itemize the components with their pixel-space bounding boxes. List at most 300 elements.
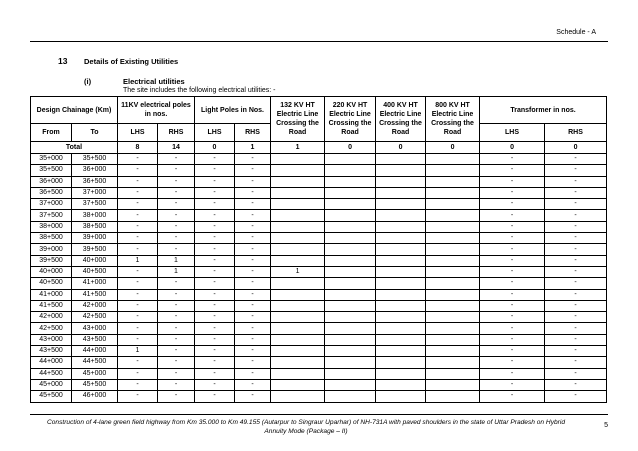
table-cell: - — [235, 210, 271, 221]
table-cell: 37+000 — [31, 199, 72, 210]
table-cell — [426, 300, 480, 311]
table-cell: - — [158, 221, 195, 232]
table-row — [31, 334, 607, 345]
table-cell: - — [118, 210, 158, 221]
table-cell — [376, 154, 426, 165]
table-cell: - — [118, 334, 158, 345]
table-cell: - — [195, 334, 235, 345]
header-transformer-lhs: LHS — [480, 124, 545, 142]
table-cell: - — [195, 346, 235, 357]
table-cell: - — [158, 323, 195, 334]
table-cell: - — [545, 266, 607, 277]
table-cell: 37+500 — [31, 210, 72, 221]
section-number: 13 — [58, 56, 68, 66]
table-cell: - — [195, 278, 235, 289]
table-cell — [325, 368, 376, 379]
table-cell: - — [195, 391, 235, 402]
table-cell — [271, 391, 325, 402]
table-cell: 39+000 — [72, 233, 118, 244]
table-cell — [376, 368, 426, 379]
subsection-description: The site includes the following electrical utilities: - — [123, 87, 276, 94]
table-cell — [271, 210, 325, 221]
table-cell — [426, 278, 480, 289]
table-cell: - — [118, 300, 158, 311]
table-cell: 39+500 — [31, 255, 72, 266]
table-cell — [325, 165, 376, 176]
footer-rule — [30, 414, 608, 415]
table-cell: - — [545, 176, 607, 187]
table-cell: 45+500 — [31, 391, 72, 402]
table-cell: 40+000 — [31, 266, 72, 277]
table-cell — [271, 323, 325, 334]
table-cell: - — [195, 300, 235, 311]
table-cell: - — [158, 357, 195, 368]
table-row — [31, 244, 607, 255]
table-cell — [426, 176, 480, 187]
table-cell: - — [195, 289, 235, 300]
table-cell — [426, 312, 480, 323]
table-cell: - — [158, 199, 195, 210]
header-light-lhs: LHS — [195, 124, 235, 142]
table-cell: 44+500 — [72, 357, 118, 368]
table-cell: - — [545, 334, 607, 345]
table-row — [31, 312, 607, 323]
table-cell: - — [235, 176, 271, 187]
table-cell: - — [118, 176, 158, 187]
table-cell — [271, 300, 325, 311]
table-cell: - — [158, 154, 195, 165]
table-cell — [376, 300, 426, 311]
table-cell: 40+500 — [72, 266, 118, 277]
total-cell: 0 — [545, 142, 607, 154]
table-cell: 37+500 — [72, 199, 118, 210]
table-cell — [271, 346, 325, 357]
table-cell: - — [235, 391, 271, 402]
table-cell — [271, 176, 325, 187]
table-cell — [376, 278, 426, 289]
table-cell: 36+500 — [31, 187, 72, 198]
table-cell — [325, 289, 376, 300]
table-cell: - — [158, 334, 195, 345]
table-cell — [376, 323, 426, 334]
table-cell: - — [118, 233, 158, 244]
table-cell: - — [480, 244, 545, 255]
table-cell — [376, 379, 426, 390]
table-cell: - — [235, 346, 271, 357]
table-cell — [271, 165, 325, 176]
table-cell: - — [545, 379, 607, 390]
table-cell: - — [480, 187, 545, 198]
table-cell — [426, 199, 480, 210]
table-cell — [376, 255, 426, 266]
table-cell: - — [235, 266, 271, 277]
section-title: Details of Existing Utilities — [84, 57, 179, 66]
table-cell: - — [118, 199, 158, 210]
total-cell: 0 — [376, 142, 426, 154]
table-cell — [376, 199, 426, 210]
table-cell: 43+500 — [31, 346, 72, 357]
table-cell: 1 — [271, 266, 325, 277]
header-to: To — [72, 124, 118, 142]
table-cell: - — [235, 255, 271, 266]
table-cell: - — [545, 255, 607, 266]
table-cell: 42+000 — [72, 300, 118, 311]
table-row — [31, 346, 607, 357]
table-cell — [376, 165, 426, 176]
table-row — [31, 289, 607, 300]
table-row — [31, 368, 607, 379]
table-cell: 40+000 — [72, 255, 118, 266]
table-cell — [376, 312, 426, 323]
table-cell — [271, 357, 325, 368]
table-cell: - — [235, 300, 271, 311]
table-cell: - — [480, 357, 545, 368]
table-cell: 35+500 — [72, 154, 118, 165]
table-row — [31, 278, 607, 289]
header-220kv: 220 KV HT Electric Line Crossing the Road — [325, 97, 376, 142]
table-cell: - — [480, 289, 545, 300]
table-cell: - — [118, 289, 158, 300]
table-cell: - — [235, 278, 271, 289]
table-cell — [426, 165, 480, 176]
table-cell: - — [235, 334, 271, 345]
table-cell: - — [545, 289, 607, 300]
table-cell — [271, 289, 325, 300]
table-cell: - — [118, 244, 158, 255]
total-cell: 0 — [480, 142, 545, 154]
table-cell: - — [118, 187, 158, 198]
table-cell — [426, 334, 480, 345]
table-cell: 44+000 — [31, 357, 72, 368]
header-light-poles: Light Poles in Nos. — [195, 97, 271, 124]
table-cell — [426, 357, 480, 368]
table-cell: 35+500 — [31, 165, 72, 176]
table-cell — [426, 244, 480, 255]
table-cell: - — [195, 255, 235, 266]
header-400kv: 400 KV HT Electric Line Crossing the Road — [376, 97, 426, 142]
subsection-title: Electrical utilities — [123, 77, 185, 86]
table-cell: - — [158, 187, 195, 198]
table-cell: 1 — [118, 346, 158, 357]
table-cell: - — [545, 233, 607, 244]
table-cell — [426, 346, 480, 357]
total-row — [31, 142, 607, 154]
table-cell: 45+500 — [72, 379, 118, 390]
table-cell: - — [158, 379, 195, 390]
header-transformer: Transformer in nos. — [480, 97, 607, 124]
table-cell — [376, 266, 426, 277]
table-cell: - — [235, 312, 271, 323]
table-cell — [325, 233, 376, 244]
table-cell: - — [480, 379, 545, 390]
table-cell — [325, 255, 376, 266]
table-cell: - — [545, 346, 607, 357]
table-cell: - — [480, 176, 545, 187]
total-cell: 1 — [271, 142, 325, 154]
table-cell: - — [545, 210, 607, 221]
table-cell — [325, 334, 376, 345]
table-cell — [376, 176, 426, 187]
table-cell: - — [480, 165, 545, 176]
table-cell: 39+000 — [31, 244, 72, 255]
table-cell: - — [195, 221, 235, 232]
table-cell: - — [545, 221, 607, 232]
header-132kv: 132 KV HT Electric Line Crossing the Road — [271, 97, 325, 142]
table-cell: 35+000 — [31, 154, 72, 165]
table-cell: 45+000 — [72, 368, 118, 379]
table-cell: 38+500 — [72, 221, 118, 232]
table-cell: - — [118, 312, 158, 323]
table-cell: - — [158, 244, 195, 255]
table-cell: - — [158, 346, 195, 357]
table-cell: - — [545, 244, 607, 255]
table-cell: - — [235, 244, 271, 255]
table-row — [31, 323, 607, 334]
table-cell: 37+000 — [72, 187, 118, 198]
table-cell: - — [195, 210, 235, 221]
table-cell — [325, 357, 376, 368]
table-cell: - — [118, 323, 158, 334]
table-cell: - — [195, 357, 235, 368]
table-cell — [271, 368, 325, 379]
table-cell — [325, 210, 376, 221]
table-cell: - — [480, 323, 545, 334]
table-cell: - — [195, 199, 235, 210]
header-11kv-lhs: LHS — [118, 124, 158, 142]
table-cell: 43+000 — [31, 334, 72, 345]
table-cell: 36+000 — [31, 176, 72, 187]
table-cell: 36+000 — [72, 165, 118, 176]
table-cell — [426, 379, 480, 390]
table-cell: 1 — [118, 255, 158, 266]
table-cell: - — [480, 233, 545, 244]
table-cell: - — [480, 312, 545, 323]
table-cell: - — [235, 289, 271, 300]
table-cell: - — [195, 323, 235, 334]
table-cell — [426, 289, 480, 300]
table-cell — [376, 244, 426, 255]
table-cell: - — [195, 368, 235, 379]
table-cell: 42+500 — [31, 323, 72, 334]
total-cell: 0 — [195, 142, 235, 154]
table-row — [31, 300, 607, 311]
table-row — [31, 210, 607, 221]
table-cell: - — [118, 154, 158, 165]
table-cell: - — [158, 233, 195, 244]
total-cell: 8 — [118, 142, 158, 154]
header-11kv-poles: 11KV electrical poles in nos. — [118, 97, 195, 124]
table-row — [31, 176, 607, 187]
table-cell: - — [235, 199, 271, 210]
header-rule — [30, 41, 608, 42]
subsection-number: (i) — [84, 77, 92, 86]
table-cell — [376, 391, 426, 402]
table-row — [31, 379, 607, 390]
header-from: From — [31, 124, 72, 142]
table-cell — [325, 300, 376, 311]
table-cell: - — [158, 300, 195, 311]
table-row — [31, 357, 607, 368]
table-cell: 40+500 — [31, 278, 72, 289]
header-800kv: 800 KV HT Electric Line Crossing the Road — [426, 97, 480, 142]
table-cell — [376, 187, 426, 198]
table-cell — [325, 278, 376, 289]
total-cell: 0 — [325, 142, 376, 154]
table-cell: - — [480, 154, 545, 165]
table-cell — [376, 357, 426, 368]
table-cell — [376, 210, 426, 221]
table-cell — [426, 187, 480, 198]
table-row — [31, 165, 607, 176]
table-cell: - — [480, 368, 545, 379]
table-cell — [426, 266, 480, 277]
table-cell: 42+500 — [72, 312, 118, 323]
table-cell: - — [158, 176, 195, 187]
table-cell — [376, 334, 426, 345]
table-cell: - — [195, 187, 235, 198]
table-cell: - — [545, 312, 607, 323]
table-cell: - — [235, 221, 271, 232]
table-cell — [376, 289, 426, 300]
table-row — [31, 255, 607, 266]
table-cell: 1 — [158, 266, 195, 277]
header-11kv-rhs: RHS — [158, 124, 195, 142]
table-cell: - — [235, 323, 271, 334]
table-cell: 36+500 — [72, 176, 118, 187]
table-cell: 41+000 — [72, 278, 118, 289]
footer-text: Construction of 4-lane green field highway from Km 35.000 to Km 49.155 (Autarpur to Singraur Uparhar) of NH-731A with paved shoulders in the state of Uttar Pradesh on Hybrid Annuity Mode (Package – II) — [46, 419, 565, 435]
table-cell: - — [480, 266, 545, 277]
table-cell: - — [545, 278, 607, 289]
table-cell — [426, 323, 480, 334]
table-cell — [426, 210, 480, 221]
table-cell — [325, 199, 376, 210]
table-cell: - — [480, 255, 545, 266]
table-cell: - — [118, 278, 158, 289]
table-cell: - — [545, 165, 607, 176]
table-cell: - — [158, 391, 195, 402]
table-cell — [426, 391, 480, 402]
header-design-chainage: Design Chainage (Km) — [31, 97, 118, 124]
table-cell — [271, 278, 325, 289]
table-cell — [325, 312, 376, 323]
table-cell: - — [545, 357, 607, 368]
table-cell — [426, 368, 480, 379]
table-cell — [271, 221, 325, 232]
table-cell: - — [195, 244, 235, 255]
table-cell — [325, 391, 376, 402]
total-cell: 14 — [158, 142, 195, 154]
table-cell — [271, 334, 325, 345]
electrical-utilities-table — [30, 96, 607, 403]
table-cell — [325, 176, 376, 187]
table-cell: 44+000 — [72, 346, 118, 357]
table-cell: - — [480, 391, 545, 402]
table-cell — [376, 221, 426, 232]
table-cell: - — [118, 357, 158, 368]
table-cell: - — [480, 221, 545, 232]
table-row — [31, 199, 607, 210]
table-cell: 44+500 — [31, 368, 72, 379]
table-cell: - — [195, 165, 235, 176]
table-cell — [271, 312, 325, 323]
table-cell — [426, 221, 480, 232]
table-cell: - — [235, 187, 271, 198]
table-cell: - — [195, 312, 235, 323]
table-cell — [376, 346, 426, 357]
table-cell: - — [480, 199, 545, 210]
schedule-label: Schedule - A — [556, 29, 596, 36]
table-cell: - — [195, 176, 235, 187]
table-cell: - — [195, 233, 235, 244]
header-light-rhs: RHS — [235, 124, 271, 142]
table-cell: 39+500 — [72, 244, 118, 255]
table-cell — [271, 244, 325, 255]
header-transformer-rhs: RHS — [545, 124, 607, 142]
table-cell — [426, 233, 480, 244]
table-cell: 43+000 — [72, 323, 118, 334]
table-cell: - — [545, 199, 607, 210]
table-row — [31, 221, 607, 232]
table-cell: - — [545, 154, 607, 165]
table-cell: - — [480, 300, 545, 311]
table-cell: 41+500 — [72, 289, 118, 300]
table-cell: - — [480, 346, 545, 357]
table-cell: - — [195, 266, 235, 277]
total-cell: 1 — [235, 142, 271, 154]
table-cell: - — [158, 312, 195, 323]
table-cell: - — [118, 391, 158, 402]
table-cell — [325, 323, 376, 334]
table-cell: 38+000 — [31, 221, 72, 232]
table-cell: - — [118, 368, 158, 379]
table-row — [31, 233, 607, 244]
table-cell — [271, 379, 325, 390]
table-cell: - — [545, 300, 607, 311]
table-cell: - — [195, 154, 235, 165]
table-cell: - — [195, 379, 235, 390]
total-cell: 0 — [426, 142, 480, 154]
table-cell: - — [480, 210, 545, 221]
table-cell: 1 — [158, 255, 195, 266]
table-row — [31, 187, 607, 198]
table-cell — [271, 255, 325, 266]
table-cell: - — [545, 368, 607, 379]
table-cell: - — [235, 165, 271, 176]
table-cell: - — [158, 278, 195, 289]
table-cell — [325, 244, 376, 255]
table-cell: - — [118, 379, 158, 390]
table-cell: 43+500 — [72, 334, 118, 345]
table-cell — [325, 221, 376, 232]
table-cell: 46+000 — [72, 391, 118, 402]
table-cell: - — [545, 391, 607, 402]
table-cell — [325, 346, 376, 357]
table-cell: - — [235, 379, 271, 390]
table-cell: 42+000 — [31, 312, 72, 323]
table-cell: - — [158, 165, 195, 176]
table-cell: - — [118, 221, 158, 232]
table-cell: - — [545, 187, 607, 198]
table-cell — [426, 154, 480, 165]
table-cell: - — [158, 210, 195, 221]
table-cell: - — [545, 323, 607, 334]
table-cell: - — [118, 165, 158, 176]
table-cell: 41+500 — [31, 300, 72, 311]
table-cell: 38+500 — [31, 233, 72, 244]
table-cell: - — [158, 368, 195, 379]
table-cell: - — [235, 154, 271, 165]
